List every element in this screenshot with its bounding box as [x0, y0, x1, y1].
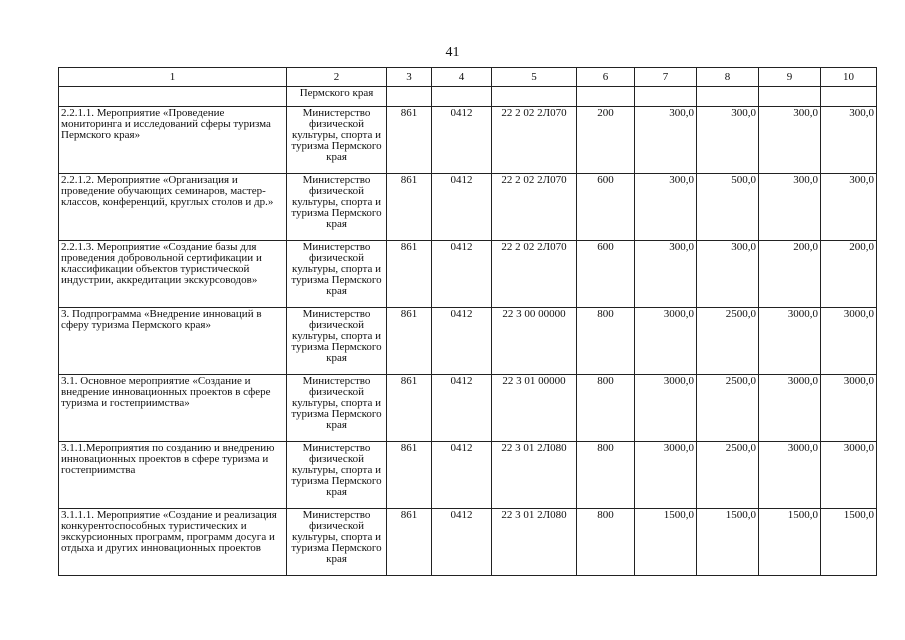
cell-grbs: 861	[387, 107, 432, 174]
cell-csr: 22 2 02 2Л070	[492, 174, 577, 241]
cell-vr	[577, 87, 635, 107]
header-col-10: 10	[821, 68, 877, 87]
table-row	[59, 509, 877, 576]
cell-name: 3. Подпрограмма «Внедрение инноваций в сферу туризма Пермского края»	[59, 308, 287, 375]
cell-vr: 600	[577, 174, 635, 241]
cell-executor: Министерство физической культуры, спорта и туризма Пермского края	[287, 509, 387, 576]
cell-executor: Министерство физической культуры, спорта и туризма Пермского края	[287, 375, 387, 442]
header-col-1: 1	[59, 68, 287, 87]
cell-year-1: 300,0	[635, 241, 697, 308]
cell-year-1	[635, 87, 697, 107]
cell-rzpr: 0412	[432, 174, 492, 241]
cell-year-2: 2500,0	[697, 442, 759, 509]
cell-year-2: 1500,0	[697, 509, 759, 576]
header-col-3: 3	[387, 68, 432, 87]
cell-rzpr: 0412	[432, 509, 492, 576]
cell-rzpr	[432, 87, 492, 107]
cell-year-3: 300,0	[759, 107, 821, 174]
cell-grbs: 861	[387, 442, 432, 509]
cell-grbs: 861	[387, 375, 432, 442]
cell-year-4: 3000,0	[821, 442, 877, 509]
header-col-9: 9	[759, 68, 821, 87]
cell-rzpr: 0412	[432, 308, 492, 375]
cell-csr	[492, 87, 577, 107]
header-col-6: 6	[577, 68, 635, 87]
cell-grbs: 861	[387, 174, 432, 241]
cell-year-2: 300,0	[697, 241, 759, 308]
cell-year-2: 300,0	[697, 107, 759, 174]
cell-executor: Министерство физической культуры, спорта и туризма Пермского края	[287, 308, 387, 375]
cell-year-3: 3000,0	[759, 308, 821, 375]
budget-table	[58, 67, 877, 576]
cell-grbs	[387, 87, 432, 107]
cell-year-1: 1500,0	[635, 509, 697, 576]
table-row	[59, 442, 877, 509]
cell-csr: 22 3 01 00000	[492, 375, 577, 442]
cell-name: 2.2.1.1. Мероприятие «Проведение мониторинга и исследований сферы туризма Пермского края»	[59, 107, 287, 174]
cell-year-3	[759, 87, 821, 107]
cell-year-1: 300,0	[635, 107, 697, 174]
cell-year-2: 2500,0	[697, 308, 759, 375]
header-col-2: 2	[287, 68, 387, 87]
header-row	[59, 68, 877, 87]
cell-name: 3.1. Основное мероприятие «Создание и внедрение инновационных проектов в сфере туризма и гостеприимства»	[59, 375, 287, 442]
cell-rzpr: 0412	[432, 375, 492, 442]
cell-vr: 600	[577, 241, 635, 308]
cell-name: 3.1.1.Мероприятия по созданию и внедрению инновационных проектов в сфере туризма и гостеприимства	[59, 442, 287, 509]
cell-rzpr: 0412	[432, 107, 492, 174]
cell-grbs: 861	[387, 308, 432, 375]
table-row	[59, 375, 877, 442]
cell-grbs: 861	[387, 241, 432, 308]
cell-year-4: 200,0	[821, 241, 877, 308]
cell-year-3: 1500,0	[759, 509, 821, 576]
cell-grbs: 861	[387, 509, 432, 576]
continuation-row	[59, 87, 877, 107]
cell-executor: Министерство физической культуры, спорта и туризма Пермского края	[287, 107, 387, 174]
cell-year-3: 3000,0	[759, 375, 821, 442]
table-row	[59, 107, 877, 174]
cell-name	[59, 87, 287, 107]
cell-name: 2.2.1.3. Мероприятие «Создание базы для проведения добровольной сертификации и классификации объектов туристической индустрии, аккредитации экскурсоводов»	[59, 241, 287, 308]
header-col-7: 7	[635, 68, 697, 87]
cell-year-4: 1500,0	[821, 509, 877, 576]
cell-year-4: 3000,0	[821, 375, 877, 442]
cell-name: 2.2.1.2. Мероприятие «Организация и проведение обучающих семинаров, мастер-классов, конференций, круглых столов и др.»	[59, 174, 287, 241]
cell-vr: 800	[577, 375, 635, 442]
cell-year-1: 3000,0	[635, 308, 697, 375]
cell-rzpr: 0412	[432, 241, 492, 308]
cell-year-1: 3000,0	[635, 442, 697, 509]
cell-vr: 800	[577, 308, 635, 375]
cell-year-4: 300,0	[821, 107, 877, 174]
cell-year-4	[821, 87, 877, 107]
cell-year-3: 300,0	[759, 174, 821, 241]
cell-executor: Министерство физической культуры, спорта и туризма Пермского края	[287, 442, 387, 509]
header-col-8: 8	[697, 68, 759, 87]
cell-csr: 22 2 02 2Л070	[492, 107, 577, 174]
cell-year-4: 3000,0	[821, 308, 877, 375]
cell-year-2: 2500,0	[697, 375, 759, 442]
table-row	[59, 174, 877, 241]
cell-csr: 22 3 00 00000	[492, 308, 577, 375]
cell-name: 3.1.1.1. Мероприятие «Создание и реализация конкурентоспособных туристических и экскурсионных программ, программ досуга и отдыха и других инновационных проектов	[59, 509, 287, 576]
cell-year-3: 3000,0	[759, 442, 821, 509]
table-row	[59, 241, 877, 308]
cell-rzpr: 0412	[432, 442, 492, 509]
cell-executor: Министерство физической культуры, спорта и туризма Пермского края	[287, 241, 387, 308]
cell-executor: Пермского края	[287, 87, 387, 107]
cell-vr: 200	[577, 107, 635, 174]
page-number: 41	[445, 45, 460, 60]
cell-year-3: 200,0	[759, 241, 821, 308]
table-row	[59, 308, 877, 375]
cell-year-1: 3000,0	[635, 375, 697, 442]
cell-year-1: 300,0	[635, 174, 697, 241]
cell-csr: 22 3 01 2Л080	[492, 509, 577, 576]
header-col-5: 5	[492, 68, 577, 87]
cell-vr: 800	[577, 509, 635, 576]
cell-executor: Министерство физической культуры, спорта и туризма Пермского края	[287, 174, 387, 241]
cell-csr: 22 2 02 2Л070	[492, 241, 577, 308]
header-col-4: 4	[432, 68, 492, 87]
cell-vr: 800	[577, 442, 635, 509]
cell-year-4: 300,0	[821, 174, 877, 241]
cell-year-2	[697, 87, 759, 107]
cell-year-2: 500,0	[697, 174, 759, 241]
cell-csr: 22 3 01 2Л080	[492, 442, 577, 509]
